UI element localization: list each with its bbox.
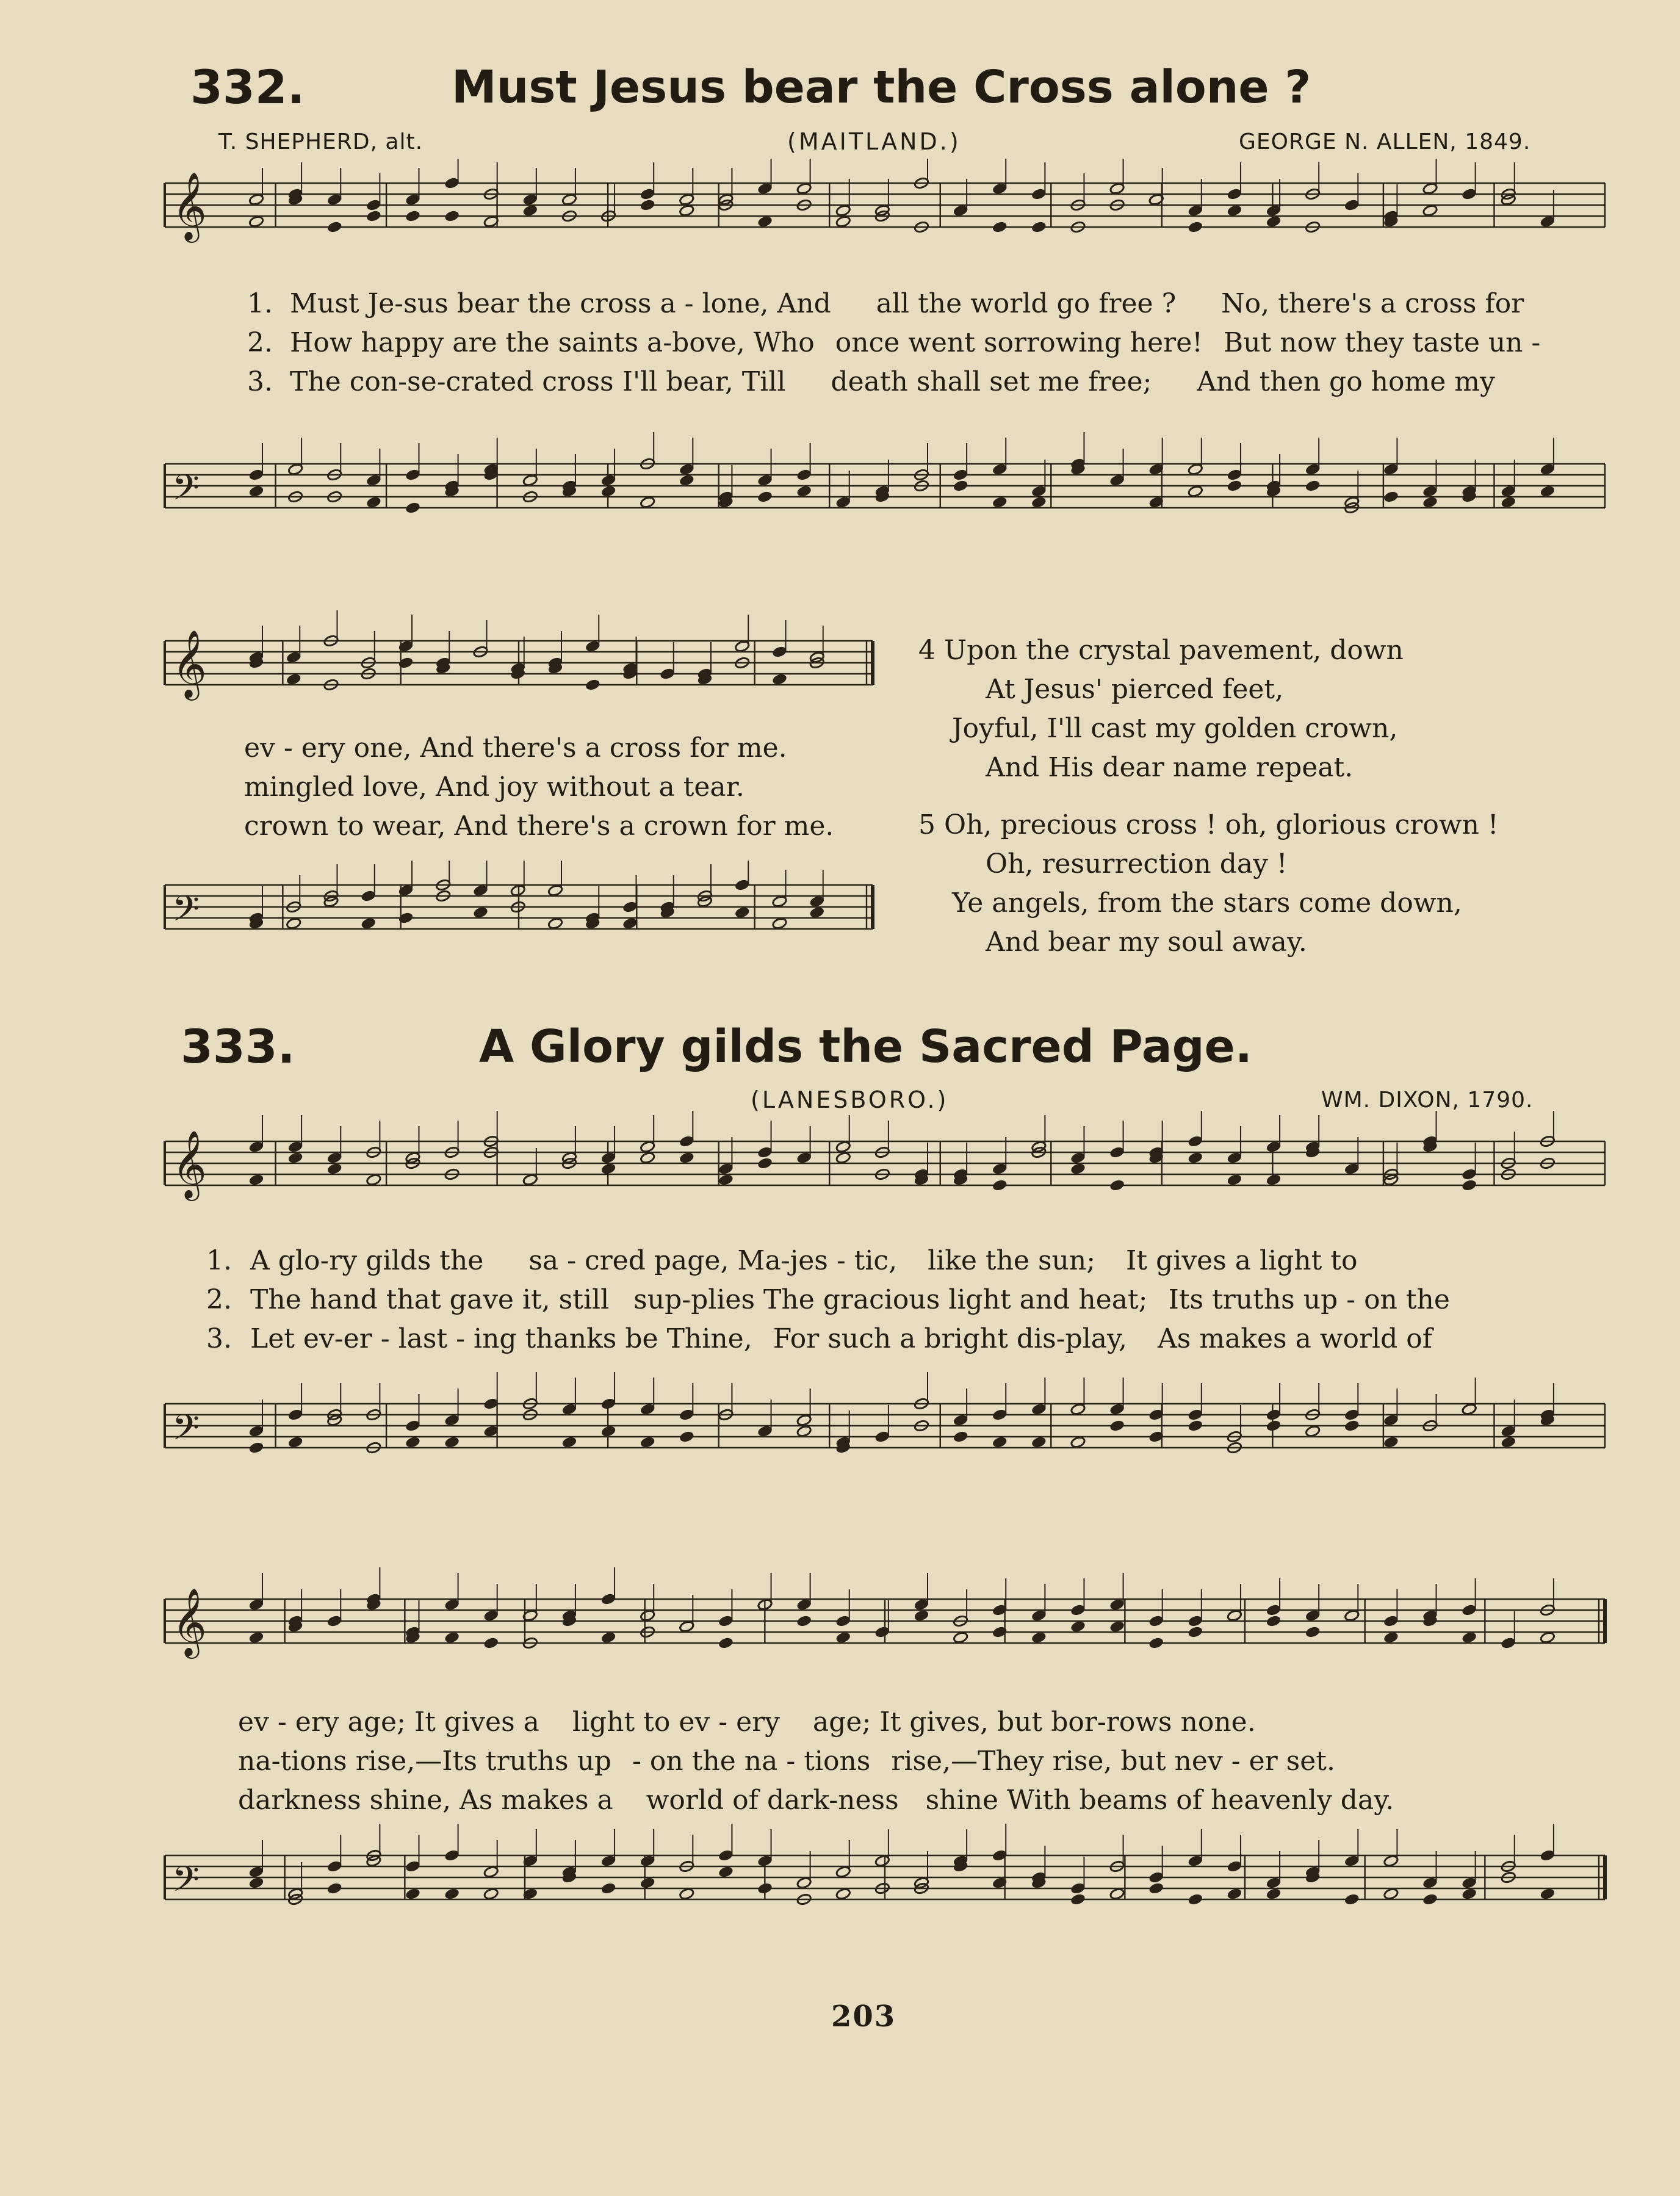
svg-text:𝄢: 𝄢 [172, 467, 200, 517]
lyric-segment: once went sorrowing here! [835, 327, 1203, 358]
hymn-332-number: 332. [190, 60, 305, 114]
hymn-333-composer: WM. DIXON, 1790. [1321, 1088, 1534, 1113]
lyric-segment: It gives a light to [1126, 1245, 1358, 1276]
verse-number: 2. [247, 327, 273, 358]
hymn-332-s1-verse2 [247, 327, 1540, 358]
hymn-333-s2-verse3 [238, 1785, 1394, 1816]
lyric-segment: light to ev - ery [572, 1707, 781, 1738]
hymn-332-title: Must Jesus bear the Cross alone ? [452, 61, 1311, 114]
hymn-332-system2-treble-staff [153, 610, 885, 732]
hymn-332-composer: GEORGE N. ALLEN, 1849. [1239, 129, 1531, 154]
hymn-332-system2-bass-staff [153, 861, 885, 983]
hymn-332-s2-verse2: mingled love, And joy without a tear. [244, 771, 744, 803]
verse-number: 3. [206, 1323, 232, 1354]
lyric-segment: age; It gives, but bor-rows none. [813, 1707, 1256, 1738]
stanza-line: At Jesus' pierced feet, [986, 674, 1284, 705]
verse-number: 2. [206, 1284, 232, 1315]
stanza-line: Ye angels, from the stars come down, [952, 887, 1462, 919]
lyric-segment: But now they taste un - [1223, 327, 1541, 358]
lyric-segment: The hand that gave it, still [250, 1284, 610, 1315]
lyric-segment: like the sun; [928, 1245, 1096, 1276]
hymn-332-system1-bass-staff [153, 427, 1617, 549]
lyric-segment: sa - cred page, Ma-jes - tic, [528, 1245, 898, 1276]
lyric-segment: - on the na - tions [632, 1746, 871, 1777]
svg-text:𝄞: 𝄞 [172, 1130, 207, 1198]
hymn-333-s1-verse3 [206, 1323, 1432, 1354]
lyric-segment: na-tions rise,—Its truths up [238, 1746, 612, 1777]
hymn-333-s1-verse1 [206, 1245, 1358, 1276]
hymn-332-s1-verse1 [247, 288, 1524, 319]
lyric-segment: Its truths up - on the [1168, 1284, 1450, 1315]
lyric-segment: No, there's a cross for [1221, 288, 1524, 319]
lyric-segment: ev - ery age; It gives a [238, 1707, 539, 1738]
lyric-segment: Must Je-sus bear the cross a - lone, And [289, 288, 831, 319]
lyric-segment: sup-plies The gracious light and heat; [633, 1284, 1148, 1315]
svg-text:𝄢: 𝄢 [172, 888, 200, 938]
stanza-number: 4 [918, 635, 936, 666]
svg-text:𝄞: 𝄞 [172, 1587, 207, 1656]
lyric-segment: A glo-ry gilds the [250, 1245, 484, 1276]
hymn-332-s1-verse3 [247, 366, 1495, 397]
page-number: 203 [831, 1999, 896, 2034]
svg-text:𝄞: 𝄞 [172, 629, 207, 698]
hymn-333-tune: (LANESBORO.) [751, 1086, 949, 1113]
stanza-line: Joyful, I'll cast my golden crown, [952, 713, 1398, 744]
stanza-line: And His dear name repeat. [986, 752, 1354, 783]
hymn-333-s2-verse1 [238, 1707, 1256, 1738]
hymn-333-s2-verse2 [238, 1746, 1335, 1777]
lyric-segment: rise,—They rise, but nev - er set. [891, 1746, 1335, 1777]
lyric-segment: darkness shine, As makes a [238, 1785, 613, 1816]
lyric-segment: And then go home my [1197, 366, 1495, 397]
stanza-line: Upon the crystal pavement, down [944, 635, 1404, 666]
verse-number: 3. [247, 366, 273, 397]
hymn-332-system1-treble-staff [153, 159, 1617, 281]
lyric-segment: death shall set me free; [831, 366, 1152, 397]
lyric-segment: As makes a world of [1158, 1323, 1432, 1354]
stanza-5 [918, 806, 1499, 962]
stanza-number: 5 [918, 809, 936, 840]
hymn-333-system1-treble-staff [153, 1111, 1617, 1239]
lyric-segment: The con-se-crated cross I'll bear, Till [289, 366, 786, 397]
stanza-line: And bear my soul away. [986, 926, 1307, 958]
hymn-333-system2-bass-staff [153, 1819, 1617, 1977]
svg-text:𝄢: 𝄢 [172, 1407, 200, 1457]
hymn-333-number: 333. [181, 1019, 295, 1074]
lyric-segment: Let ev-er - last - ing thanks be Thine, [250, 1323, 752, 1354]
hymn-332-s2-verse3: crown to wear, And there's a crown for me. [244, 811, 834, 842]
svg-text:𝄞: 𝄞 [172, 172, 207, 240]
verse-number: 1. [206, 1245, 232, 1276]
hymn-333-s1-verse2 [206, 1284, 1450, 1315]
stanza-line: Oh, precious cross ! oh, glorious crown ! [944, 809, 1499, 840]
hymn-332-author: T. SHEPHERD, alt. [218, 129, 424, 154]
lyric-segment: How happy are the saints a-bove, Who [289, 327, 815, 358]
hymn-332-tune: (MAITLAND.) [787, 128, 961, 155]
lyric-segment: world of dark-ness [646, 1785, 899, 1816]
lyric-segment: For such a bright dis-play, [773, 1323, 1128, 1354]
svg-text:𝄢: 𝄢 [172, 1858, 200, 1909]
hymn-333-system2-treble-staff [153, 1562, 1617, 1691]
verse-number: 1. [247, 288, 273, 319]
lyric-segment: shine With beams of heavenly day. [925, 1785, 1394, 1816]
lyric-segment: all the world go free ? [876, 288, 1177, 319]
hymn-332-s2-verse1: ev - ery one, And there's a cross for me. [244, 732, 787, 764]
hymn-333-system1-bass-staff [153, 1367, 1617, 1526]
stanza-line: Oh, resurrection day ! [986, 848, 1288, 879]
stanza-4 [918, 631, 1404, 787]
hymn-333-title: A Glory gilds the Sacred Page. [479, 1020, 1252, 1073]
